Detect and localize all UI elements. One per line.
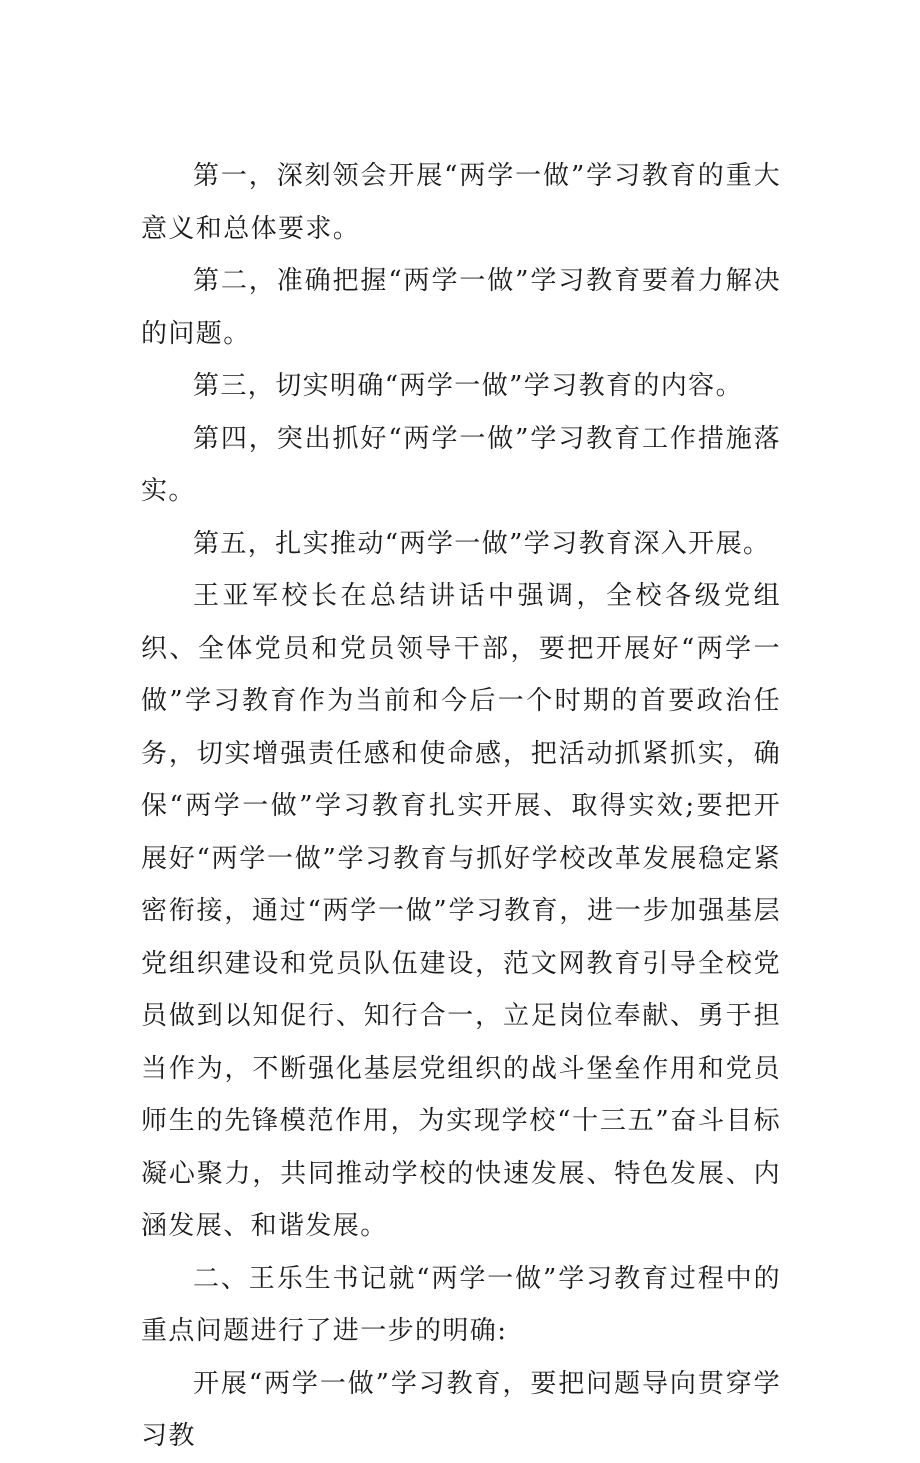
paragraph-point-1: 第一，深刻领会开展“两学一做”学习教育的重大意义和总体要求。 [141, 161, 781, 244]
paragraph-problem-orientation: 开展“两学一做”学习教育，要把问题导向贯穿学习教 [141, 1368, 781, 1451]
paragraph-section-two-heading: 二、王乐生书记就“两学一做”学习教育过程中的重点问题进行了进一步的明确: [141, 1263, 781, 1346]
paragraph-point-2: 第二，准确把握“两学一做”学习教育要着力解决的问题。 [141, 266, 781, 349]
paragraph-point-3: 第三，切实明确“两学一做”学习教育的内容。 [193, 371, 743, 401]
paragraph-point-5: 第五，扎实推动“两学一做”学习教育深入开展。 [193, 528, 771, 559]
document-body [141, 150, 781, 1463]
paragraph-point-4: 第四，突出抓好“两学一做”学习教育工作措施落实。 [141, 423, 781, 506]
paragraph-principal-summary: 王亚军校长在总结讲话中强调，全校各级党组织、全体党员和党员领导干部，要把开展好“两学一做”学习教育作为当前和今后一个时期的首要政治任务，切实增强责任感和使命感，把活动抓紧抓实，确保“两学一做”学习教育扎实开展、取得实效;要把开展好“两学一做”学习教育与抓好学校改革发展稳定紧密衔接，通过“两学一做”学习教育，进一步加强基层党组织建设和党员队伍建设，范文网教育引导全校党员做到以知促行、知行合一，立足岗位奉献、勇于担当作为，不断强化基层党组织的战斗堡垒作用和党员师生的先锋模范作用，为实现学校“十三五”奋斗目标凝心聚力，共同推动学校的快速发展、特色发展、内涵发展、和谐发展。 [141, 581, 781, 1241]
